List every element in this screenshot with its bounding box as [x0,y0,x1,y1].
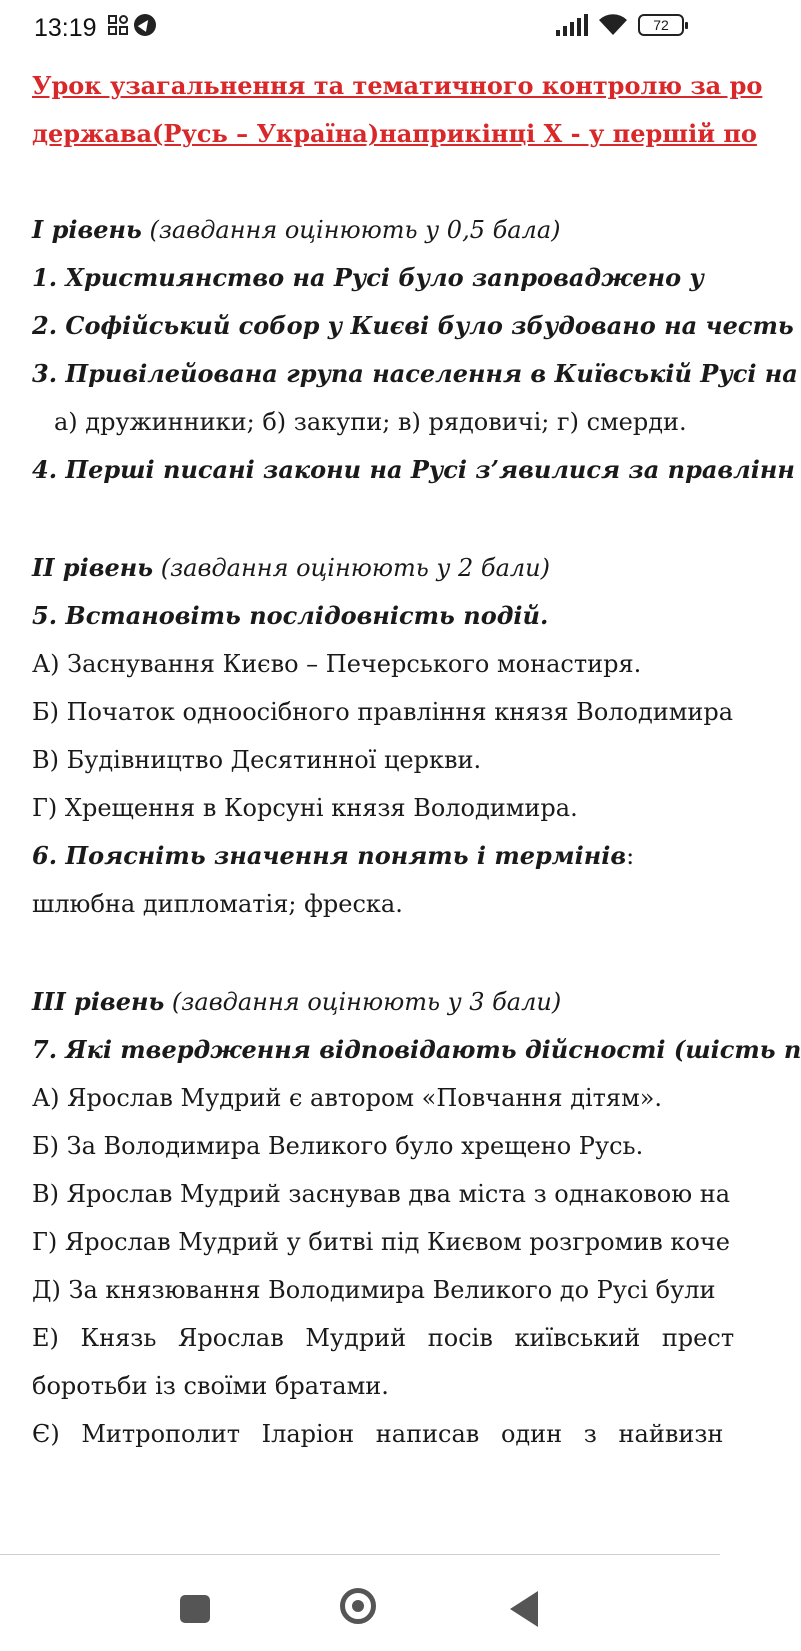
level-3-label: ІІІ рівень [32,987,165,1016]
document-title-line-2: держава(Русь – Україна)наприкінці Х - у першій по [32,119,757,148]
navigation-app-icon [134,14,156,36]
system-navigation-bar [0,1554,720,1651]
level-2-note: (завдання оцінюють у 2 бали) [153,554,550,582]
question-5-item-a: А) Заснування Києво – Печерського монастиря. [32,650,642,678]
document-view[interactable] [0,56,801,1554]
question-7-item-g: Г) Ярослав Мудрий у битві під Києвом розгромив коче [32,1228,730,1256]
level-3-heading [32,986,561,1018]
status-bar [0,0,720,56]
question-6-colon: : [626,842,635,870]
question-7: 7. Які твердження відповідають дійсності (шість п [32,1035,801,1064]
question-7-item-ye: Є) Митрополит Іларіон написав один з найвизн [32,1420,724,1448]
level-1-note: (завдання оцінюють у 0,5 бала) [141,216,561,244]
question-5-item-b: Б) Початок одноосібного правління князя Володимира [32,698,734,726]
question-4: 4. Перші писані закони на Русі з’явилися за правлінн [32,455,795,484]
system-indicators [556,14,684,36]
question-7-item-b: Б) За Володимира Великого було хрещено Русь. [32,1132,644,1160]
recent-apps-button[interactable] [180,1595,210,1623]
question-6 [32,840,634,872]
question-7-item-d: Д) За князювання Володимира Великого до Русі були [32,1276,716,1304]
level-2-label: ІІ рівень [32,553,154,582]
home-button[interactable] [340,1588,376,1624]
cellular-signal-icon [556,14,588,36]
level-1-label: І рівень [32,215,142,244]
question-3-options: а) дружинники; б) закупи; в) рядовичі; г) смерди. [54,408,687,436]
question-3: 3. Привілейована група населення в Київській Русі на [32,359,798,388]
back-button[interactable] [510,1591,538,1627]
status-time: 13:19 [34,14,97,42]
question-1: 1. Християнство на Русі було запроваджено у [32,263,704,292]
wifi-icon [598,14,628,36]
question-7-item-v: В) Ярослав Мудрий заснував два міста з однаковою на [32,1180,731,1208]
question-2: 2. Софійський собор у Києві було збудовано на честь [32,311,794,340]
question-7-item-e: Е) Князь Ярослав Мудрий посів київський прест [32,1324,735,1352]
question-5-item-g: Г) Хрещення в Корсуні князя Володимира. [32,794,578,822]
question-7-item-e-continued: боротьби із своїми братами. [32,1372,389,1400]
question-7-item-a: А) Ярослав Мудрий є автором «Повчання дітям». [32,1084,663,1112]
document-title-line-1: Урок узагальнення та тематичного контролю за ро [32,71,763,100]
level-3-note: (завдання оцінюють у 3 бали) [164,988,562,1016]
notification-icons [108,14,156,36]
level-1-heading [32,214,561,246]
question-5: 5. Встановіть послідовність подій. [32,601,549,630]
question-5-item-v: В) Будівництво Десятинної церкви. [32,746,482,774]
question-6-terms: шлюбна дипломатія; фреска. [32,890,403,918]
level-2-heading [32,552,550,584]
question-6-text: 6. Поясніть значення понять і термінів [32,841,627,870]
battery-icon: 72 [638,14,684,36]
apps-grid-icon [108,15,128,35]
